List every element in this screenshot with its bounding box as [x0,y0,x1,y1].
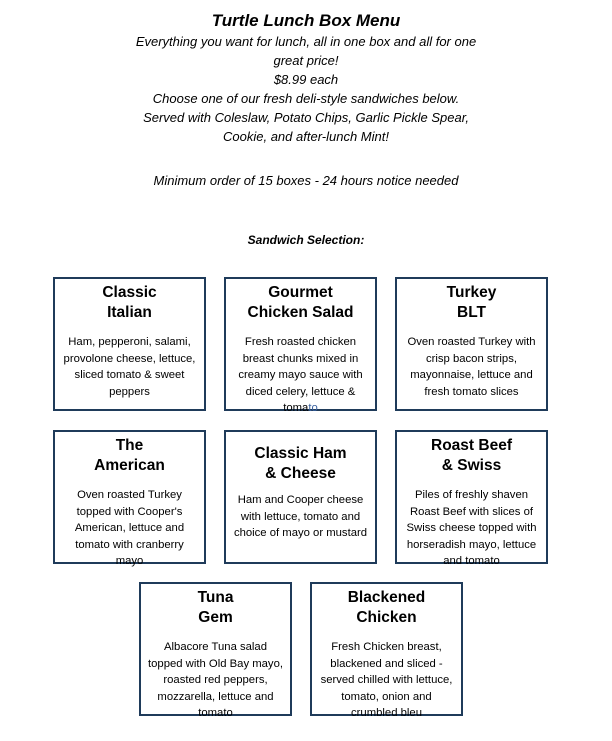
intro-line: Choose one of our fresh deli-style sandwiches below. [152,91,460,106]
sandwich-name-line: Italian [107,304,152,321]
sandwich-card-turkey-blt [395,277,548,411]
sandwich-description-text: Fresh roasted chicken breast chunks mixed in creamy mayo sauce with diced celery, lettuce & toma [238,336,363,414]
sandwich-description: Fresh Chicken breast, blackened and sliced - served chilled with lettuce, tomato, onion and crumbled bleu [320,641,453,719]
sandwich-name-line: Tuna [197,589,234,606]
sandwich-name [402,283,541,323]
order-notice: Minimum order of 15 boxes - 24 hours notice needed [153,173,459,188]
sandwich-name-line: Gem [198,609,233,626]
sandwich-card-classic-ham-cheese [224,430,377,564]
sandwich-name-line: & Swiss [441,457,502,474]
sandwich-name [402,436,541,476]
sandwich-description: Ham, pepperoni, salami, provolone cheese, lettuce, sliced tomato & sweet peppers [63,336,196,398]
sandwich-card-the-american [53,430,206,567]
sandwich-description-text: to [308,402,318,414]
price: $8.99 each [273,72,339,87]
sandwich-card-gourmet-chicken-salad [224,277,377,414]
intro-line: Cookie, and after-lunch Mint! [223,129,389,144]
sandwich-card-tuna-gem [139,582,292,719]
section-title: Sandwich Selection: [247,233,365,247]
sandwich-card-blackened-chicken [310,582,463,719]
sandwich-name-line: Blackened [347,589,426,606]
sandwich-card-roast-beef-swiss [395,430,548,567]
sandwich-name-line: Turkey [446,284,497,301]
sandwich-name-line: Roast Beef [431,437,512,454]
sandwich-name [146,588,285,628]
intro-line: Served with Coleslaw, Potato Chips, Garlic Pickle Spear, [143,110,469,125]
sandwich-name [231,444,370,484]
sandwich-description: Oven roasted Turkey with crisp bacon strips, mayonnaise, lettuce and fresh tomato slices [407,336,536,398]
sandwich-description: Ham and Cooper cheese with lettuce, tomato and choice of mayo or mustard [233,494,368,539]
menu-title: Turtle Lunch Box Menu [211,11,401,30]
sandwich-description: Albacore Tuna salad topped with Old Bay mayo, roasted red peppers, mozzarella, lettuce and tomato [147,641,283,719]
sandwich-name-line: & Cheese [265,465,336,482]
sandwich-description [231,334,370,417]
sandwich-name [60,283,199,323]
sandwich-name-line: BLT [457,304,486,321]
intro-line: Everything you want for lunch, all in one box and all for one [135,34,477,49]
sandwich-name-line: The [115,437,144,454]
sandwich-card-classic-italian [53,277,206,411]
sandwich-name-line: American [94,457,165,474]
menu-intro [96,32,516,146]
sandwich-name [60,436,199,476]
menu-header [0,10,612,146]
sandwich-name-line: Chicken [356,609,417,626]
sandwich-name [231,283,370,323]
sandwich-description: Oven roasted Turkey topped with Cooper's American, lettuce and tomato with cranberry mayo [74,489,185,567]
sandwich-name [317,588,456,628]
intro-line: great price! [273,53,339,68]
sandwich-name-line: Chicken Salad [247,304,354,321]
sandwich-name-line: Gourmet [268,284,333,301]
sandwich-name-line: Classic Ham [254,445,347,462]
sandwich-name-line: Classic [102,284,157,301]
sandwich-description: Piles of freshly shaven Roast Beef with slices of Swiss cheese topped with horseradish mayo, lettuce and tomato [406,489,537,567]
